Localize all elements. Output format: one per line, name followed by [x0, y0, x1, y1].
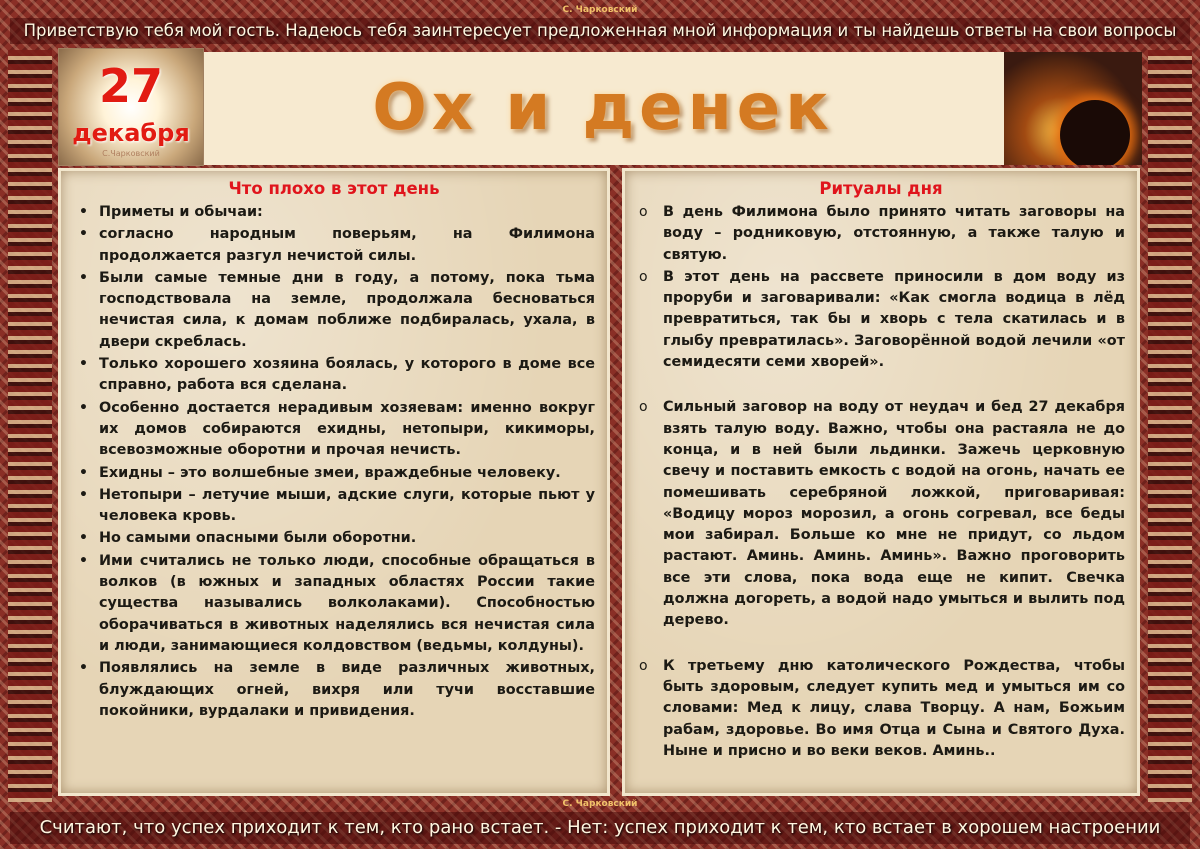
spacer: [625, 633, 1137, 656]
quote-banner: Считают, что успех приходит к тем, кто рано встает. - Нет: успех приходит к тем, кто встает в хорошем настроении: [10, 812, 1190, 844]
top-credit: С. Чарковский: [562, 5, 638, 15]
eclipse-image: [1004, 52, 1142, 165]
list-item: [635, 397, 1125, 631]
list-item: [71, 658, 595, 722]
bullet-icon: •: [79, 356, 88, 373]
list-item: [71, 268, 595, 353]
list-item-text: Только хорошего хозяина боялась, у которого в доме все справно, работа вся сделана.: [99, 356, 595, 394]
eclipse-icon: [1060, 100, 1130, 165]
list-item-text: Приметы и обычаи:: [99, 204, 263, 220]
list-item-text: согласно народным поверьям, на Филимона продолжается разгул нечистой силы.: [99, 226, 595, 264]
circle-bullet-icon: o: [639, 657, 648, 674]
list-item-text: Ими считались не только люди, способные обращаться в волков (в южных и западных областях России такие существа назывались волколаками). Способностью оборачиваться в животных наделялись вся нечистая сила и люди, занимающиеся колдовством (ведьмы, колдуны).: [99, 552, 595, 654]
list-item-text: В день Филимона было принято читать заговоры на воду – родниковую, отстоянную, а также талую и святую.: [663, 204, 1125, 263]
bullet-icon: •: [79, 464, 88, 481]
list-item: [71, 224, 595, 267]
page-title: Ох и денек: [372, 71, 834, 145]
list-item: [71, 551, 595, 657]
right-ornament: [1148, 50, 1192, 802]
circle-bullet-icon: o: [639, 204, 648, 220]
list-item: [71, 202, 595, 223]
right-panel-list: [625, 202, 1137, 373]
right-panel-list-3: [625, 656, 1137, 762]
list-item-text: Были самые темные дни в году, а потому, пока тьма господствовала на земле, продолжала бесноваться нечистая сила, к домам поближе подбиралась, ухала, в двери скреблась.: [99, 269, 595, 350]
list-item-text: В этот день на рассвете приносили в дом воду из проруби и заговаривали: «Как смогла водица в лёд превратиться, так бы и хворь с тела скатилась и в глыбу превратилась». Заговорённой водой лечили «от семидесяти семи хворей».: [663, 268, 1125, 371]
circle-bullet-icon: o: [639, 268, 648, 285]
left-panel-title: Что плохо в этот день: [228, 179, 440, 198]
list-item-text: Сильный заговор на воду от неудач и бед 27 декабря взять талую воду. Важно, чтобы она растаяла не до конца, и в ней были льдинки. Зажечь церковную свечу и поставить емкость с водой на огонь, начать ее помешивать серебряной ложкой, приговаривая: «Водицу мороз морозил, а огонь согревал, все беды мои забирал. Больше ко мне не придут, со льдом растают. Аминь. Аминь. Аминь». Важно проговорить все эти слова, пока вода еще не кипит. Свечка должна догореть, а водой надо умыться и вылить под дерево.: [663, 399, 1125, 629]
list-item: [71, 528, 595, 549]
circle-bullet-icon: o: [639, 399, 648, 416]
list-item: [71, 485, 595, 528]
bullet-icon: •: [79, 399, 88, 416]
date-month: декабря: [72, 119, 190, 147]
bullet-icon: •: [79, 204, 88, 220]
date-badge: [58, 48, 204, 166]
list-item-text: Ехидны – это волшебные змеи, враждебные человеку.: [99, 464, 561, 481]
bullet-icon: •: [79, 486, 88, 503]
bullet-icon: •: [79, 530, 88, 547]
right-panel: [622, 168, 1140, 796]
left-panel: [58, 168, 610, 796]
list-item: [635, 656, 1125, 762]
date-credit: С.Чарковский: [102, 149, 160, 158]
spacer: [625, 374, 1137, 397]
bottom-credit: С. Чарковский: [562, 799, 638, 809]
list-item-text: Появлялись на земле в виде различных животных, блуждающих огней, вихря или тучи восставшие покойники, вурдалаки и привидения.: [99, 660, 595, 719]
list-item-text: Нетопыри – летучие мыши, адские слуги, которые пьют у человека кровь.: [99, 486, 595, 525]
list-item-text: К третьему дню католического Рождества, чтобы быть здоровым, следует купить мед и умыться им со словами: Мед к лицу, слава Творцу. А нам, Божьим рабам, здоровье. Во имя Отца и Сына и Святого Духа. Ныне и присно и во веки веков. Аминь..: [663, 657, 1125, 759]
list-item-text: Но самыми опасными были оборотни.: [99, 530, 417, 547]
date-day: 27: [98, 59, 163, 113]
left-ornament: [8, 50, 52, 802]
list-item-text: Особенно достается нерадивым хозяевам: именно вокруг их домов собираются ехидны, нетопыри, кикиморы, всевозможные оборотни и прочая нечисть.: [99, 399, 595, 459]
title-strip: [200, 52, 1006, 165]
list-item: [71, 354, 595, 397]
bullet-icon: •: [79, 269, 88, 286]
left-panel-list: [61, 202, 607, 722]
list-item: [71, 398, 595, 462]
right-panel-title: Ритуалы дня: [819, 179, 943, 198]
right-panel-list-2: [625, 397, 1137, 631]
list-item: [635, 267, 1125, 373]
greeting-banner: Приветствую тебя мой гость. Надеюсь тебя заинтересует предложенная мной информация и ты найдешь ответы на свои вопросы: [10, 18, 1190, 44]
bullet-icon: •: [79, 660, 88, 677]
list-item: [635, 202, 1125, 266]
list-item: [71, 463, 595, 484]
bullet-icon: •: [79, 552, 88, 569]
bullet-icon: •: [79, 226, 88, 243]
